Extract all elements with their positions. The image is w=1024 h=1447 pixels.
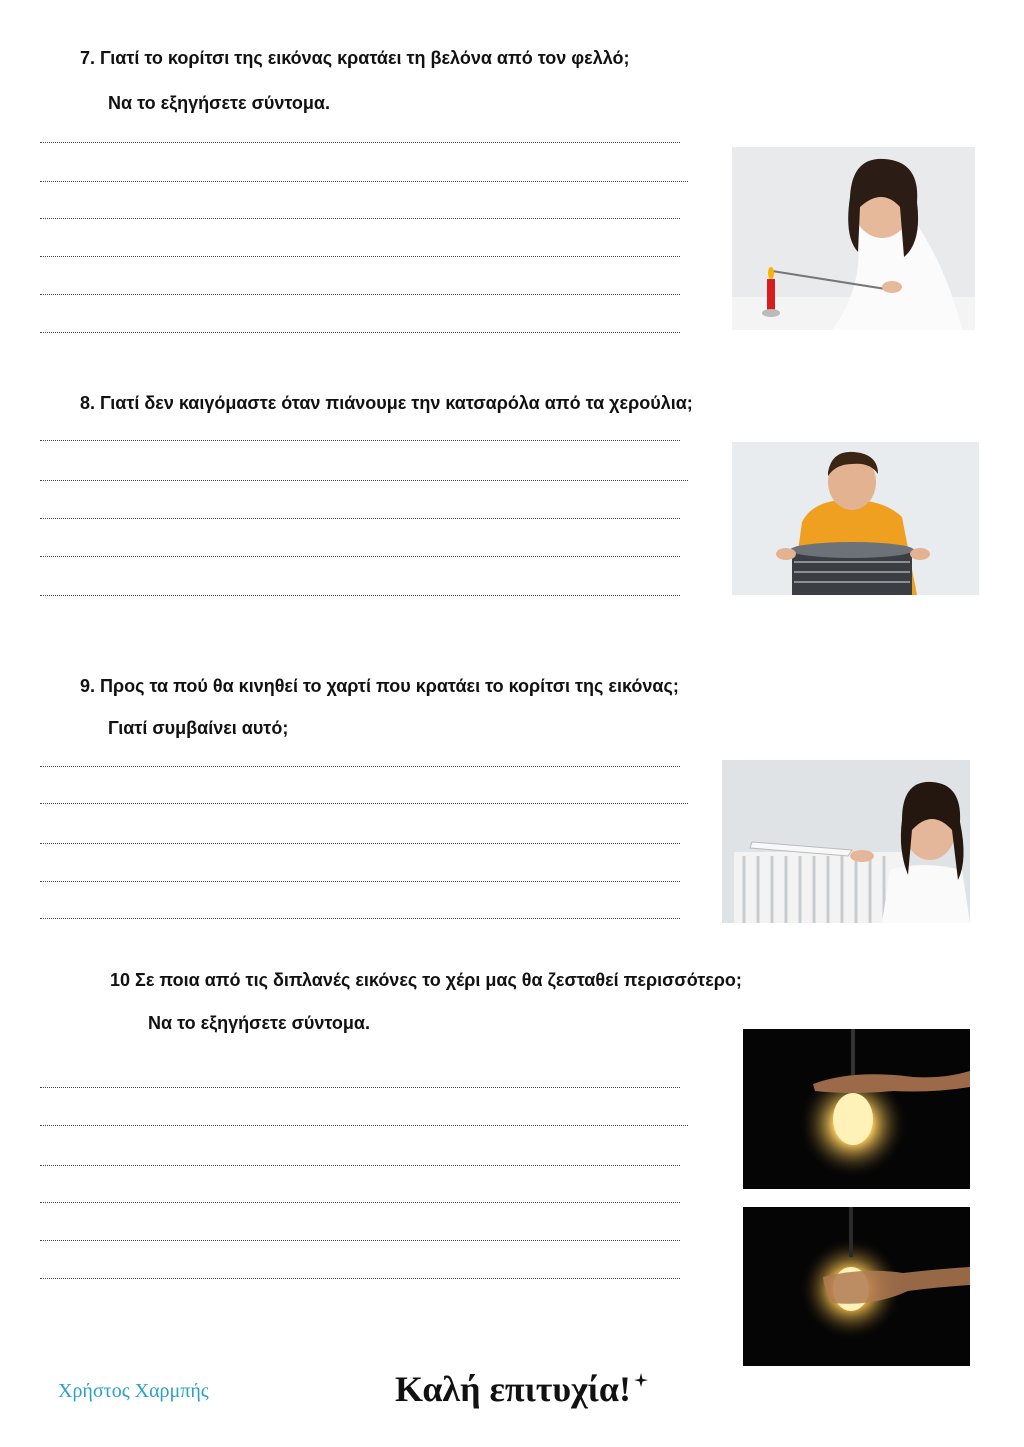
author-name: Χρήστος Χαρμπής xyxy=(58,1380,209,1402)
girl-candle-needle-photo xyxy=(732,147,975,330)
boy-pot-photo xyxy=(732,442,979,595)
question-9-line1: 9. Προς τα πού θα κινηθεί το χαρτί που κρατάει το κορίτσι της εικόνας; xyxy=(80,676,679,696)
answer-line[interactable] xyxy=(40,332,680,333)
good-luck-label: Καλή επιτυχία! xyxy=(395,1369,631,1409)
question-9-line2: Γιατί συμβαίνει αυτό; xyxy=(108,718,289,738)
hand-beside-bulb-photo xyxy=(743,1207,970,1366)
answer-line[interactable] xyxy=(40,256,680,257)
answer-line[interactable] xyxy=(40,1125,688,1126)
answer-line[interactable] xyxy=(40,1240,680,1241)
answer-line[interactable] xyxy=(40,556,680,557)
answer-line[interactable] xyxy=(40,440,680,441)
answer-line[interactable] xyxy=(40,766,680,767)
answer-line[interactable] xyxy=(40,294,680,295)
sparkle-icon xyxy=(633,1368,649,1410)
answer-line[interactable] xyxy=(40,843,680,844)
answer-line[interactable] xyxy=(40,1165,680,1166)
answer-line[interactable] xyxy=(40,518,680,519)
question-10-line1: 10 Σε ποια από τις διπλανές εικόνες το χέρι μας θα ζεσταθεί περισσότερο; xyxy=(110,970,742,990)
answer-line[interactable] xyxy=(40,142,680,143)
question-7-line2: Να το εξηγήσετε σύντομα. xyxy=(108,93,330,113)
good-luck-text xyxy=(395,1368,649,1410)
hand-above-bulb-photo xyxy=(743,1029,970,1189)
answer-line[interactable] xyxy=(40,480,688,481)
answer-line[interactable] xyxy=(40,803,688,804)
answer-line[interactable] xyxy=(40,595,680,596)
question-8-line1: 8. Γιατί δεν καιγόμαστε όταν πιάνουμε την κατσαρόλα από τα χερούλια; xyxy=(80,393,693,413)
answer-line[interactable] xyxy=(40,918,680,919)
girl-paper-radiator-photo xyxy=(722,760,970,923)
question-7-line1: 7. Γιατί το κορίτσι της εικόνας κρατάει τη βελόνα από τον φελλό; xyxy=(80,48,630,68)
answer-line[interactable] xyxy=(40,218,680,219)
answer-line[interactable] xyxy=(40,881,680,882)
question-10-line2: Να το εξηγήσετε σύντομα. xyxy=(148,1013,370,1033)
answer-line[interactable] xyxy=(40,1087,680,1088)
answer-line[interactable] xyxy=(40,1202,680,1203)
answer-line[interactable] xyxy=(40,181,688,182)
answer-line[interactable] xyxy=(40,1278,680,1279)
